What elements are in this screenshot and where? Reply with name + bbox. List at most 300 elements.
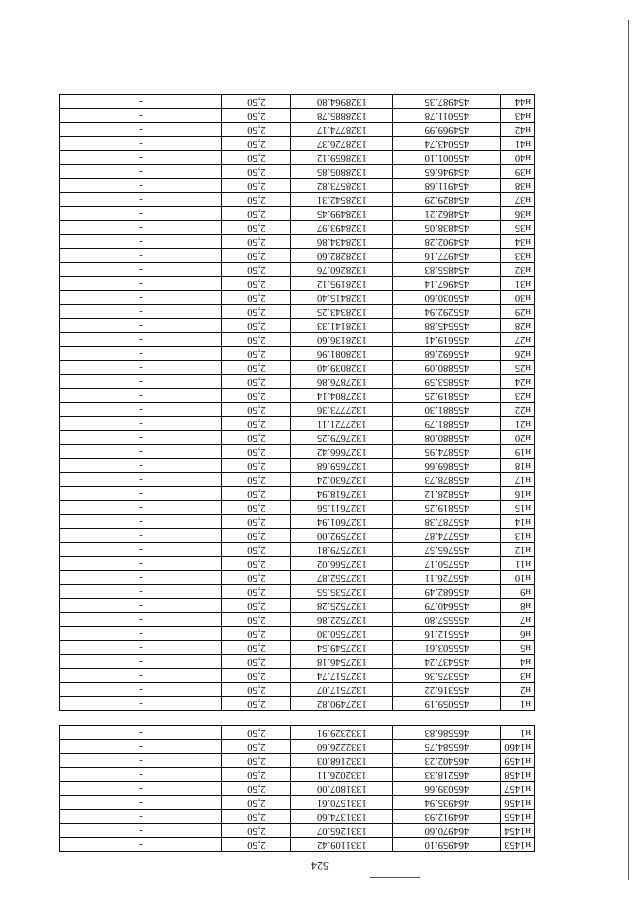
y-coordinate-cell: 1331570.61 (291, 796, 393, 810)
y-coordinate-cell: 1327579.81 (291, 543, 393, 557)
error-cell: 2,50 (222, 838, 291, 852)
x-coordinate-cell: 455512.16 (393, 627, 501, 641)
x-coordinate-cell: 455503.61 (393, 641, 501, 655)
note-cell: - (60, 361, 222, 375)
point-name-cell: н1 (501, 697, 535, 711)
note-cell: - (60, 655, 222, 669)
note-cell: - (60, 726, 222, 740)
error-cell: 2,50 (222, 123, 291, 137)
error-cell: 2,50 (222, 599, 291, 613)
point-name-cell: н36 (501, 207, 535, 221)
x-coordinate-cell: 455765.57 (393, 543, 501, 557)
error-cell: 2,50 (222, 305, 291, 319)
table-row (60, 179, 535, 193)
point-name-cell: н1459 (501, 754, 535, 768)
error-cell: 2,50 (222, 571, 291, 585)
note-cell: - (60, 235, 222, 249)
error-cell: 2,50 (222, 235, 291, 249)
note-cell: - (60, 585, 222, 599)
table-row (60, 459, 535, 473)
table-row (60, 123, 535, 137)
table-row (60, 305, 535, 319)
x-coordinate-cell: 455881.30 (393, 403, 501, 417)
y-coordinate-cell: 1328964.80 (291, 95, 393, 109)
table-row (60, 613, 535, 627)
x-coordinate-cell: 455682.49 (393, 585, 501, 599)
error-cell: 2,50 (222, 655, 291, 669)
error-cell: 2,50 (222, 740, 291, 754)
note-cell: - (60, 599, 222, 613)
error-cell: 2,50 (222, 683, 291, 697)
point-name-cell: н43 (501, 109, 535, 123)
x-coordinate-cell: 465402.23 (393, 754, 501, 768)
point-name-cell: н8 (501, 599, 535, 613)
y-coordinate-cell: 1327535.55 (291, 585, 393, 599)
error-cell: 2,50 (222, 109, 291, 123)
note-cell: - (60, 417, 222, 431)
y-coordinate-cell: 1328493.97 (291, 221, 393, 235)
y-coordinate-cell: 1327618.94 (291, 487, 393, 501)
error-cell: 2,50 (222, 333, 291, 347)
note-cell: - (60, 782, 222, 796)
note-cell: - (60, 740, 222, 754)
error-cell: 2,50 (222, 669, 291, 683)
table-row (60, 403, 535, 417)
x-coordinate-cell: 454855.83 (393, 263, 501, 277)
note-cell: - (60, 838, 222, 852)
table-row (60, 641, 535, 655)
table-row (60, 235, 535, 249)
point-name-cell: н1456 (501, 796, 535, 810)
y-coordinate-cell: 1328141.33 (291, 319, 393, 333)
point-name-cell: н1455 (501, 810, 535, 824)
point-name-cell: н1454 (501, 824, 535, 838)
x-coordinate-cell: 455880.09 (393, 361, 501, 375)
table-row (60, 417, 535, 431)
y-coordinate-cell: 1327552.87 (291, 571, 393, 585)
coordinates-table (59, 94, 535, 852)
point-name-cell: н16 (501, 487, 535, 501)
table-row (60, 445, 535, 459)
table-row (60, 655, 535, 669)
x-coordinate-cell: 455059.19 (393, 697, 501, 711)
table-row (60, 529, 535, 543)
error-cell: 2,50 (222, 95, 291, 109)
point-name-cell: н32 (501, 263, 535, 277)
table-row (60, 501, 535, 515)
table-row (60, 782, 535, 796)
note-cell: - (60, 487, 222, 501)
table-row (60, 627, 535, 641)
x-coordinate-cell: 454902.28 (393, 235, 501, 249)
separator-row (60, 711, 535, 726)
note-cell: - (60, 165, 222, 179)
x-coordinate-cell: 455869.66 (393, 459, 501, 473)
error-cell: 2,50 (222, 151, 291, 165)
table-row (60, 375, 535, 389)
y-coordinate-cell: 1327550.30 (291, 627, 393, 641)
point-name-cell: н34 (501, 235, 535, 249)
x-coordinate-cell: 454911.68 (393, 179, 501, 193)
error-cell: 2,50 (222, 403, 291, 417)
y-coordinate-cell: 1332026.11 (291, 768, 393, 782)
note-cell: - (60, 263, 222, 277)
y-coordinate-cell: 1328343.25 (291, 305, 393, 319)
error-cell: 2,50 (222, 193, 291, 207)
table-row (60, 319, 535, 333)
point-name-cell: н1457 (501, 782, 535, 796)
note-cell: - (60, 571, 222, 585)
table-row (60, 571, 535, 585)
table-row (60, 249, 535, 263)
error-cell: 2,50 (222, 501, 291, 515)
point-name-cell: н1453 (501, 838, 535, 852)
x-coordinate-cell: 455880.08 (393, 431, 501, 445)
x-coordinate-cell: 455043.74 (393, 137, 501, 151)
x-coordinate-cell: 455001.10 (393, 151, 501, 165)
y-coordinate-cell: 1327517.74 (291, 669, 393, 683)
x-coordinate-cell: 455640.79 (393, 599, 501, 613)
x-coordinate-cell: 465586.83 (393, 726, 501, 740)
y-coordinate-cell: 1327666.42 (291, 445, 393, 459)
x-coordinate-cell: 464970.60 (393, 824, 501, 838)
note-cell: - (60, 529, 222, 543)
y-coordinate-cell: 1327549.54 (291, 641, 393, 655)
error-cell: 2,50 (222, 361, 291, 375)
point-name-cell: н15 (501, 501, 535, 515)
x-coordinate-cell: 455750.17 (393, 557, 501, 571)
error-cell: 2,50 (222, 585, 291, 599)
table-row (60, 754, 535, 768)
y-coordinate-cell: 1327721.11 (291, 417, 393, 431)
x-coordinate-cell: 454977.16 (393, 249, 501, 263)
point-name-cell: н20 (501, 431, 535, 445)
error-cell: 2,50 (222, 473, 291, 487)
table-row (60, 669, 535, 683)
point-name-cell: н13 (501, 529, 535, 543)
table-section-top (60, 726, 535, 852)
note-cell: - (60, 291, 222, 305)
note-cell: - (60, 824, 222, 838)
y-coordinate-cell: 1327546.18 (291, 655, 393, 669)
x-coordinate-cell: 464959.10 (393, 838, 501, 852)
y-coordinate-cell: 1328573.82 (291, 179, 393, 193)
note-cell: - (60, 151, 222, 165)
note-cell: - (60, 319, 222, 333)
table-row (60, 585, 535, 599)
point-name-cell: н37 (501, 193, 535, 207)
x-coordinate-cell: 455619.41 (393, 333, 501, 347)
x-coordinate-cell: 455692.68 (393, 347, 501, 361)
y-coordinate-cell: 1327804.14 (291, 389, 393, 403)
x-coordinate-cell: 454829.29 (393, 193, 501, 207)
error-cell: 2,50 (222, 796, 291, 810)
y-coordinate-cell: 1328885.78 (291, 109, 393, 123)
point-name-cell: н23 (501, 389, 535, 403)
y-coordinate-cell: 1331109.42 (291, 838, 393, 852)
x-coordinate-cell: 455011.78 (393, 109, 501, 123)
x-coordinate-cell: 455726.11 (393, 571, 501, 585)
table-row (60, 599, 535, 613)
table-row (60, 810, 535, 824)
table-row (60, 165, 535, 179)
y-coordinate-cell: 1327876.86 (291, 375, 393, 389)
table-row (60, 515, 535, 529)
error-cell: 2,50 (222, 613, 291, 627)
y-coordinate-cell: 1328805.85 (291, 165, 393, 179)
point-name-cell: н26 (501, 347, 535, 361)
note-cell: - (60, 543, 222, 557)
x-coordinate-cell: 454838.05 (393, 221, 501, 235)
table-row (60, 796, 535, 810)
y-coordinate-cell: 1328499.45 (291, 207, 393, 221)
error-cell: 2,50 (222, 417, 291, 431)
note-cell: - (60, 221, 222, 235)
x-coordinate-cell: 465218.33 (393, 768, 501, 782)
note-cell: - (60, 627, 222, 641)
x-coordinate-cell: 464912.93 (393, 810, 501, 824)
point-name-cell: н19 (501, 445, 535, 459)
y-coordinate-cell: 1331265.07 (291, 824, 393, 838)
x-coordinate-cell: 455878.73 (393, 473, 501, 487)
x-coordinate-cell: 455437.24 (393, 655, 501, 669)
y-coordinate-cell: 1332329.91 (291, 726, 393, 740)
x-coordinate-cell: 454987.35 (393, 95, 501, 109)
note-cell: - (60, 109, 222, 123)
y-coordinate-cell: 1328195.12 (291, 277, 393, 291)
note-cell: - (60, 277, 222, 291)
x-coordinate-cell: 455030.60 (393, 291, 501, 305)
error-cell: 2,50 (222, 221, 291, 235)
point-name-cell: н41 (501, 137, 535, 151)
point-name-cell: н21 (501, 417, 535, 431)
y-coordinate-cell: 1327517.07 (291, 683, 393, 697)
y-coordinate-cell: 1327525.28 (291, 599, 393, 613)
table-row (60, 487, 535, 501)
table-row (60, 95, 535, 109)
x-coordinate-cell: 454967.14 (393, 277, 501, 291)
point-name-cell: н1458 (501, 768, 535, 782)
y-coordinate-cell: 1328282.60 (291, 249, 393, 263)
error-cell: 2,50 (222, 347, 291, 361)
error-cell: 2,50 (222, 375, 291, 389)
table-row (60, 473, 535, 487)
note-cell: - (60, 123, 222, 137)
note-cell: - (60, 697, 222, 711)
x-coordinate-cell: 455774.87 (393, 529, 501, 543)
note-cell: - (60, 95, 222, 109)
table-row (60, 263, 535, 277)
y-coordinate-cell: 1327522.86 (291, 613, 393, 627)
y-coordinate-cell: 1328260.76 (291, 263, 393, 277)
y-coordinate-cell: 1328415.40 (291, 291, 393, 305)
x-coordinate-cell: 465039.66 (393, 782, 501, 796)
y-coordinate-cell: 1332168.03 (291, 754, 393, 768)
error-cell: 2,50 (222, 768, 291, 782)
x-coordinate-cell: 455881.79 (393, 417, 501, 431)
error-cell: 2,50 (222, 782, 291, 796)
point-name-cell: н39 (501, 165, 535, 179)
note-cell: - (60, 754, 222, 768)
table-row (60, 277, 535, 291)
point-name-cell: н17 (501, 473, 535, 487)
x-coordinate-cell: 455316.22 (393, 683, 501, 697)
note-cell: - (60, 347, 222, 361)
note-cell: - (60, 249, 222, 263)
table-row (60, 333, 535, 347)
x-coordinate-cell: 454862.21 (393, 207, 501, 221)
note-cell: - (60, 473, 222, 487)
table-row (60, 683, 535, 697)
note-cell: - (60, 389, 222, 403)
y-coordinate-cell: 1327490.82 (291, 697, 393, 711)
note-cell: - (60, 669, 222, 683)
x-coordinate-cell: 455375.36 (393, 669, 501, 683)
y-coordinate-cell: 1328726.37 (291, 137, 393, 151)
point-name-cell: н30 (501, 291, 535, 305)
table-row (60, 726, 535, 740)
point-name-cell: н24 (501, 375, 535, 389)
point-name-cell: н4 (501, 655, 535, 669)
note-cell: - (60, 375, 222, 389)
note-cell: - (60, 796, 222, 810)
error-cell: 2,50 (222, 810, 291, 824)
point-name-cell: н22 (501, 403, 535, 417)
note-cell: - (60, 445, 222, 459)
point-name-cell: н38 (501, 179, 535, 193)
error-cell: 2,50 (222, 291, 291, 305)
error-cell: 2,50 (222, 557, 291, 571)
table-row (60, 347, 535, 361)
y-coordinate-cell: 1331807.00 (291, 782, 393, 796)
error-cell: 2,50 (222, 445, 291, 459)
table-row (60, 543, 535, 557)
point-name-cell: н12 (501, 543, 535, 557)
table-row (60, 697, 535, 711)
table-row (60, 151, 535, 165)
point-name-cell: н25 (501, 361, 535, 375)
point-name-cell: н3 (501, 669, 535, 683)
y-coordinate-cell: 1328136.60 (291, 333, 393, 347)
y-coordinate-cell: 1328434.86 (291, 235, 393, 249)
y-coordinate-cell: 1327773.36 (291, 403, 393, 417)
point-name-cell: н28 (501, 319, 535, 333)
y-coordinate-cell: 1327611.56 (291, 501, 393, 515)
y-coordinate-cell: 1327566.02 (291, 557, 393, 571)
error-cell: 2,50 (222, 641, 291, 655)
x-coordinate-cell: 455292.94 (393, 305, 501, 319)
x-coordinate-cell: 455545.88 (393, 319, 501, 333)
table-row (60, 193, 535, 207)
y-coordinate-cell: 1332226.60 (291, 740, 393, 754)
note-cell: - (60, 431, 222, 445)
x-coordinate-cell: 455853.59 (393, 375, 501, 389)
note-cell: - (60, 179, 222, 193)
error-cell: 2,50 (222, 459, 291, 473)
note-cell: - (60, 641, 222, 655)
point-name-cell: н42 (501, 123, 535, 137)
error-cell: 2,50 (222, 207, 291, 221)
note-cell: - (60, 515, 222, 529)
error-cell: 2,50 (222, 487, 291, 501)
y-coordinate-cell: 1327592.00 (291, 529, 393, 543)
table-row (60, 361, 535, 375)
error-cell: 2,50 (222, 529, 291, 543)
point-name-cell: н14 (501, 515, 535, 529)
y-coordinate-cell: 1331374.60 (291, 810, 393, 824)
point-name-cell: н27 (501, 333, 535, 347)
point-name-cell: н33 (501, 249, 535, 263)
x-coordinate-cell: 455828.12 (393, 487, 501, 501)
y-coordinate-cell: 1328081.96 (291, 347, 393, 361)
error-cell: 2,50 (222, 249, 291, 263)
table-row (60, 740, 535, 754)
note-cell: - (60, 557, 222, 571)
point-name-cell: н6 (501, 627, 535, 641)
error-cell: 2,50 (222, 179, 291, 193)
point-name-cell: н31 (501, 277, 535, 291)
x-coordinate-cell: 454969.99 (393, 123, 501, 137)
error-cell: 2,50 (222, 515, 291, 529)
note-cell: - (60, 403, 222, 417)
table-row (60, 291, 535, 305)
table-row (60, 207, 535, 221)
note-cell: - (60, 501, 222, 515)
note-cell: - (60, 613, 222, 627)
y-coordinate-cell: 1327630.24 (291, 473, 393, 487)
page-number: 524 (311, 859, 329, 873)
note-cell: - (60, 137, 222, 151)
x-coordinate-cell: 455557.80 (393, 613, 501, 627)
error-cell: 2,50 (222, 824, 291, 838)
note-cell: - (60, 305, 222, 319)
table-section-bottom (60, 95, 535, 711)
table-row (60, 221, 535, 235)
table-row (60, 824, 535, 838)
table-section-separator (60, 711, 535, 726)
error-cell: 2,50 (222, 389, 291, 403)
table-row (60, 109, 535, 123)
note-cell: - (60, 459, 222, 473)
y-coordinate-cell: 1328774.17 (291, 123, 393, 137)
point-name-cell: н10 (501, 571, 535, 585)
error-cell: 2,50 (222, 137, 291, 151)
point-name-cell: н9 (501, 585, 535, 599)
point-name-cell: н35 (501, 221, 535, 235)
x-coordinate-cell: 465584.75 (393, 740, 501, 754)
point-name-cell: н1460 (501, 740, 535, 754)
y-coordinate-cell: 1327679.25 (291, 431, 393, 445)
table-row (60, 431, 535, 445)
scan-edge-line (628, 20, 629, 880)
y-coordinate-cell: 1328659.12 (291, 151, 393, 165)
x-coordinate-cell: 464935.94 (393, 796, 501, 810)
point-name-cell: н11 (501, 557, 535, 571)
x-coordinate-cell: 455874.95 (393, 445, 501, 459)
table-row (60, 768, 535, 782)
table-row (60, 389, 535, 403)
x-coordinate-cell: 455819.25 (393, 501, 501, 515)
error-cell: 2,50 (222, 319, 291, 333)
point-name-cell: н1 (501, 726, 535, 740)
note-cell: - (60, 193, 222, 207)
error-cell: 2,50 (222, 543, 291, 557)
error-cell: 2,50 (222, 165, 291, 179)
note-cell: - (60, 207, 222, 221)
x-coordinate-cell: 455787.38 (393, 515, 501, 529)
note-cell: - (60, 810, 222, 824)
table-row (60, 838, 535, 852)
